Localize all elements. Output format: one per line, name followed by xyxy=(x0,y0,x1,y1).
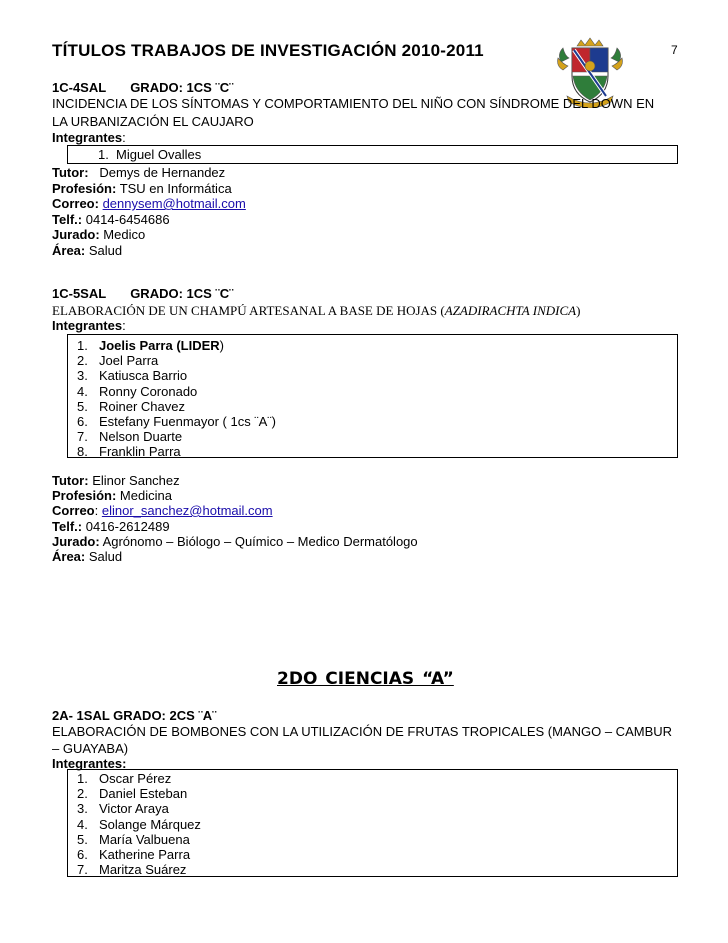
project1-integrantes-label: Integrantes: xyxy=(52,130,126,145)
list-item: 2. Daniel Esteban xyxy=(77,786,188,802)
list-item: 2. Joel Parra xyxy=(77,353,159,369)
project2-correo: Correo: elinor_sanchez@hotmail.com xyxy=(52,503,273,518)
project1-title-line1: INCIDENCIA DE LOS SÍNTOMAS Y COMPORTAMIENTO DEL NIÑO CON SÍNDROME DEL DOWN EN xyxy=(52,96,655,111)
project2-code: 1C-5SAL xyxy=(52,286,107,301)
list-item: 5. Roiner Chavez xyxy=(77,398,185,414)
page-number: 7 xyxy=(671,43,678,57)
list-item: 4. Ronny Coronado xyxy=(77,383,198,399)
project2-jurado: Jurado: Agrónomo – Biólogo – Químico – Medico Dermatólogo xyxy=(52,534,418,549)
project2-integrantes-label: Integrantes: xyxy=(52,318,126,333)
project1-telf: Telf.: 0414-6454686 xyxy=(52,212,170,227)
project3-title-line2: – GUAYABA) xyxy=(52,741,129,756)
project2-grado: GRADO: 1CS ¨C¨ xyxy=(130,286,234,301)
project1-jurado: Jurado: Medico xyxy=(52,227,146,242)
list-item: 6. Katherine Parra xyxy=(77,846,191,862)
list-item: 1. Oscar Pérez xyxy=(77,771,172,786)
list-item: 7. Nelson Duarte xyxy=(77,429,183,445)
project1-code: 1C-4SAL xyxy=(52,80,107,95)
project3-integrantes-label: Integrantes: xyxy=(52,756,127,771)
project2-email-link[interactable]: elinor_sanchez@hotmail.com xyxy=(101,503,273,518)
project2-tutor: Tutor: Elinor Sanchez xyxy=(52,473,180,488)
project1-grado: GRADO: 1CS ¨C¨ xyxy=(130,80,234,95)
section-heading: 2DO CIENCIAS “A” xyxy=(277,669,454,689)
document-title: TÍTULOS TRABAJOS DE INVESTIGACIÓN 2010-2011 xyxy=(52,41,484,60)
list-item: 8. Franklin Parra xyxy=(77,444,181,460)
project2-telf: Telf.: 0416-2612489 xyxy=(52,519,170,534)
project2-title: ELABORACIÓN DE UN CHAMPÚ ARTESANAL A BASE DE HOJAS (AZADIRACHTA INDICA) xyxy=(52,303,581,318)
project1-correo: Correo: dennysem@hotmail.com xyxy=(52,196,246,211)
project1-profesion: Profesión: TSU en Informática xyxy=(52,181,232,196)
project1-area: Área: Salud xyxy=(52,243,123,258)
project2-profesion: Profesión: Medicina xyxy=(52,488,172,503)
list-item: 1. Joelis Parra (LIDER) xyxy=(77,338,224,353)
project2-area: Área: Salud xyxy=(52,549,123,564)
list-item: 7. Maritza Suárez xyxy=(77,862,187,878)
project2-members-box xyxy=(67,334,678,458)
list-item: 5. María Valbuena xyxy=(77,831,190,847)
project3-title-line1: ELABORACIÓN DE BOMBONES CON LA UTILIZACIÓN DE FRUTAS TROPICALES (MANGO – CAMBUR xyxy=(52,724,673,739)
project1-tutor: Tutor: Demys de Hernandez xyxy=(52,165,226,180)
list-item: 1. Miguel Ovalles xyxy=(98,147,202,162)
project1-members-box xyxy=(67,145,678,164)
list-item: 3. Katiusca Barrio xyxy=(77,368,188,384)
list-item: 6. Estefany Fuenmayor ( 1cs ¨A¨) xyxy=(77,413,276,429)
project2-header xyxy=(52,286,233,302)
project3-members-box xyxy=(67,769,678,877)
list-item: 3. Victor Araya xyxy=(77,801,169,817)
list-item: 4. Solange Márquez xyxy=(77,816,201,832)
project3-header: 2A- 1SAL GRADO: 2CS ¨A¨ xyxy=(52,708,217,723)
project1-email-link[interactable]: dennysem@hotmail.com xyxy=(102,196,246,211)
project1-title-line2: LA URBANIZACIÓN EL CAUJARO xyxy=(52,114,254,129)
project1-header xyxy=(52,80,233,96)
